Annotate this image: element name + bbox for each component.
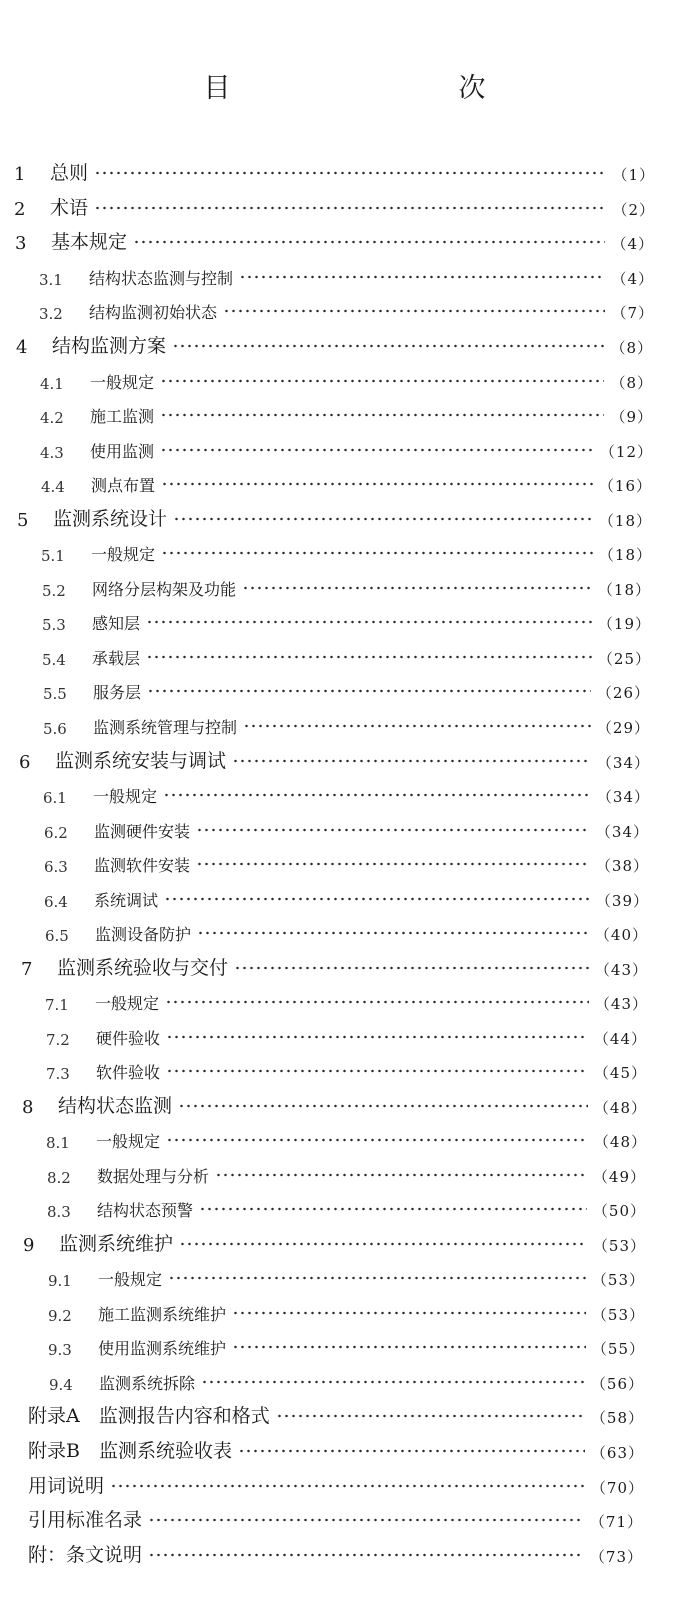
- toc-title: 承载层: [92, 649, 141, 668]
- toc-chapter-entry: [14, 155, 655, 185]
- toc-page-number: （12）: [599, 443, 653, 461]
- toc-number: 5.1: [41, 547, 65, 565]
- toc-number: 6.1: [43, 789, 67, 807]
- toc-number: 1: [14, 164, 26, 185]
- toc-page-number: （56）: [590, 1375, 644, 1393]
- toc-title: 监测系统设计: [53, 508, 168, 530]
- toc-number: 5: [17, 510, 29, 531]
- toc-page-number: （18）: [598, 512, 652, 530]
- dot-leader: [168, 1272, 586, 1284]
- toc-number: 8.2: [47, 1169, 71, 1187]
- toc-chapter-entry: [28, 1433, 644, 1463]
- toc-number: 7.1: [45, 996, 69, 1014]
- toc-section-entry: [43, 777, 650, 807]
- dot-leader: [94, 167, 606, 179]
- toc-title: 网络分层构架及功能: [92, 580, 237, 599]
- toc-page-number: （58）: [590, 1409, 644, 1427]
- toc-title: 监测系统管理与控制: [93, 718, 238, 737]
- dot-leader: [234, 962, 589, 974]
- toc-title: 系统调试: [94, 891, 159, 910]
- toc-number: 5.3: [42, 616, 66, 634]
- toc-title: 结构监测方案: [52, 335, 167, 357]
- toc-title: 服务层: [93, 683, 142, 702]
- toc-section-entry: [40, 363, 653, 393]
- toc-section-entry: [46, 1053, 647, 1083]
- toc-page-number: （25）: [597, 650, 651, 668]
- toc-title: 附录B 监测系统验收表: [28, 1440, 232, 1462]
- toc-number: 8.3: [47, 1203, 71, 1221]
- toc-number: 9.2: [48, 1307, 72, 1325]
- toc-title: 一般规定: [91, 545, 156, 564]
- dot-leader: [172, 340, 604, 352]
- toc-page-number: （16）: [598, 477, 652, 495]
- toc-title: 附录A 监测报告内容和格式: [28, 1405, 270, 1427]
- toc-section-entry: [40, 432, 653, 462]
- toc-number: 3.1: [39, 271, 63, 289]
- dot-leader: [166, 1065, 588, 1077]
- toc-number: 4.4: [41, 478, 65, 496]
- toc-page-number: （8）: [610, 374, 653, 392]
- toc-section-entry: [39, 293, 654, 323]
- toc-section-entry: [41, 466, 652, 496]
- toc-section-entry: [42, 570, 651, 600]
- toc-number: 4: [16, 337, 28, 358]
- toc-chapter-entry: [28, 1537, 643, 1567]
- toc-number: 9.4: [49, 1376, 73, 1394]
- toc-section-entry: [45, 984, 648, 1014]
- toc-title: 结构状态监测与控制: [89, 269, 234, 288]
- toc-page-number: （1）: [612, 166, 655, 184]
- dot-leader: [164, 893, 590, 905]
- toc-number: 3.2: [39, 305, 63, 323]
- dot-leader: [146, 651, 592, 663]
- toc-title: 监测系统安装与调试: [55, 750, 227, 772]
- toc-number: 4.3: [40, 444, 64, 462]
- toc-title: 一般规定: [95, 994, 160, 1013]
- toc-chapter-entry: [22, 1088, 647, 1118]
- toc-title: 总则: [50, 162, 89, 184]
- dot-leader: [173, 513, 593, 525]
- toc-chapter-entry: [19, 743, 650, 773]
- toc-section-entry: [49, 1364, 644, 1394]
- toc-page-number: （38）: [595, 857, 649, 875]
- toc-title: 结构状态监测: [58, 1095, 173, 1117]
- toc-page-number: （43）: [594, 961, 648, 979]
- toc-number: 6.2: [44, 824, 68, 842]
- toc-number: 6.4: [44, 893, 68, 911]
- dot-leader: [232, 1341, 586, 1353]
- toc-section-entry: [41, 535, 652, 565]
- toc-title: 一般规定: [96, 1132, 161, 1151]
- toc-number: 9.3: [48, 1341, 72, 1359]
- page-title: 目 次: [203, 73, 544, 105]
- toc-section-entry: [44, 846, 649, 876]
- toc-chapter-entry: [28, 1502, 643, 1532]
- toc-section-entry: [39, 259, 654, 289]
- toc-number: 6.3: [44, 858, 68, 876]
- dot-leader: [163, 789, 591, 801]
- dot-leader: [242, 582, 592, 594]
- toc-page-number: （53）: [591, 1271, 645, 1289]
- toc-page-number: （50）: [592, 1202, 646, 1220]
- toc-page-number: （55）: [591, 1340, 645, 1358]
- toc-page-number: （44）: [593, 1030, 647, 1048]
- toc-section-entry: [43, 708, 650, 738]
- dot-leader: [160, 375, 604, 387]
- toc-number: 7: [21, 959, 33, 980]
- toc-section-entry: [40, 397, 653, 427]
- toc-number: 8: [22, 1097, 34, 1118]
- toc-page-number: （4）: [611, 270, 654, 288]
- toc-title: 监测系统维护: [59, 1233, 174, 1255]
- toc-number: 3: [15, 233, 27, 254]
- toc-number: 5.6: [43, 720, 67, 738]
- toc-page-number: （9）: [610, 408, 653, 426]
- toc-number: 9: [23, 1235, 35, 1256]
- dot-leader: [199, 1203, 587, 1215]
- toc-page-number: （29）: [596, 719, 650, 737]
- toc-page-number: （18）: [598, 546, 652, 564]
- toc-chapter-entry: [28, 1398, 644, 1428]
- toc-page-number: （53）: [591, 1306, 645, 1324]
- toc-title: 监测软件安装: [94, 856, 191, 875]
- toc-section-entry: [44, 881, 649, 911]
- dot-leader: [243, 720, 591, 732]
- dot-leader: [161, 547, 593, 559]
- toc-page-number: （53）: [592, 1237, 646, 1255]
- toc-page-number: （4）: [611, 235, 654, 253]
- dot-leader: [197, 927, 589, 939]
- toc-number: 6.5: [45, 927, 69, 945]
- dot-leader: [238, 1445, 585, 1457]
- toc-title: 监测硬件安装: [94, 822, 191, 841]
- toc-section-entry: [44, 812, 649, 842]
- toc-chapter-entry: [21, 950, 648, 980]
- toc-section-entry: [48, 1295, 645, 1325]
- toc-page-number: （48）: [593, 1099, 647, 1117]
- toc-section-entry: [45, 915, 648, 945]
- dot-leader: [196, 824, 590, 836]
- toc-section-entry: [42, 639, 651, 669]
- toc-page-number: （45）: [593, 1064, 647, 1082]
- dot-leader: [147, 685, 591, 697]
- toc-title: 结构监测初始状态: [89, 303, 218, 322]
- toc-page-number: （34）: [596, 754, 650, 772]
- toc-chapter-entry: [15, 224, 654, 254]
- toc-title: 测点布置: [91, 476, 156, 495]
- toc-page-number: （48）: [593, 1133, 647, 1151]
- toc-page-number: （73）: [589, 1548, 643, 1566]
- toc-title: 监测系统拆除: [99, 1374, 196, 1393]
- toc-page-number: （43）: [594, 995, 648, 1013]
- toc-number: 7.3: [46, 1065, 70, 1083]
- toc-title: 使用监测系统维护: [98, 1339, 227, 1358]
- toc-title: 监测系统验收与交付: [57, 957, 229, 979]
- dot-leader: [133, 236, 605, 248]
- toc-page-number: （39）: [595, 892, 649, 910]
- toc-title: 施工监测系统维护: [98, 1305, 227, 1324]
- toc-page-number: （18）: [597, 581, 651, 599]
- toc-title: 引用标准名录: [28, 1509, 143, 1531]
- dot-leader: [276, 1410, 585, 1422]
- dot-leader: [239, 271, 605, 283]
- toc-page-number: （34）: [596, 788, 650, 806]
- toc-chapter-entry: [23, 1226, 646, 1256]
- dot-leader: [146, 616, 592, 628]
- toc-title: 感知层: [92, 614, 141, 633]
- toc-number: 5.5: [43, 685, 67, 703]
- toc-title: 硬件验收: [96, 1029, 161, 1048]
- toc-chapter-entry: [16, 328, 653, 358]
- toc-page-number: （40）: [594, 926, 648, 944]
- toc-title: 数据处理与分析: [97, 1167, 210, 1186]
- toc-number: 8.1: [46, 1134, 70, 1152]
- toc-number: 5.4: [42, 651, 66, 669]
- toc-section-entry: [47, 1191, 646, 1221]
- dot-leader: [166, 1031, 588, 1043]
- dot-leader: [148, 1514, 584, 1526]
- toc-page-number: （19）: [597, 615, 651, 633]
- toc-title: 结构状态预警: [97, 1201, 194, 1220]
- dot-leader: [232, 1307, 586, 1319]
- toc-title: 一般规定: [93, 787, 158, 806]
- dot-leader: [223, 305, 605, 317]
- dot-leader: [160, 409, 604, 421]
- toc-section-entry: [47, 1157, 646, 1187]
- toc-section-entry: [46, 1019, 647, 1049]
- toc-section-entry: [48, 1260, 645, 1290]
- toc-section-entry: [48, 1329, 645, 1359]
- toc-number: 4.1: [40, 375, 64, 393]
- toc-number: 4.2: [40, 409, 64, 427]
- toc-title: 监测设备防护: [95, 925, 192, 944]
- dot-leader: [94, 202, 606, 214]
- toc-title: 一般规定: [90, 373, 155, 392]
- dot-leader: [160, 444, 594, 456]
- toc-number: 6: [19, 752, 31, 773]
- toc-title: 基本规定: [51, 231, 128, 253]
- toc-page-number: （63）: [590, 1444, 644, 1462]
- dot-leader: [196, 858, 590, 870]
- toc-title: 软件验收: [96, 1063, 161, 1082]
- dot-leader: [166, 1134, 588, 1146]
- toc-page-number: （7）: [611, 304, 654, 322]
- toc-number: 2: [14, 199, 26, 220]
- toc-page-number: （26）: [596, 684, 650, 702]
- dot-leader: [215, 1169, 587, 1181]
- toc-chapter-entry: [28, 1468, 644, 1498]
- toc-title: 用词说明: [28, 1475, 105, 1497]
- toc-page-number: （2）: [612, 201, 655, 219]
- toc-title: 使用监测: [90, 442, 155, 461]
- toc-title: 附：条文说明: [28, 1544, 143, 1566]
- dot-leader: [161, 478, 593, 490]
- dot-leader: [232, 755, 591, 767]
- dot-leader: [110, 1480, 585, 1492]
- toc-section-entry: [42, 604, 651, 634]
- toc-section-entry: [46, 1122, 647, 1152]
- dot-leader: [178, 1100, 588, 1112]
- toc-chapter-entry: [14, 190, 655, 220]
- dot-leader: [201, 1376, 585, 1388]
- toc-number: 7.2: [46, 1031, 70, 1049]
- dot-leader: [165, 996, 589, 1008]
- toc-title: 一般规定: [98, 1270, 163, 1289]
- toc-page-number: （34）: [595, 823, 649, 841]
- toc-page-number: （70）: [590, 1479, 644, 1497]
- dot-leader: [179, 1238, 587, 1250]
- toc-number: 9.1: [48, 1272, 72, 1290]
- toc-number: 5.2: [42, 582, 66, 600]
- toc-chapter-entry: [17, 501, 652, 531]
- toc-page-number: （71）: [589, 1513, 643, 1531]
- toc-page-number: （49）: [592, 1168, 646, 1186]
- toc-title: 术语: [50, 197, 89, 219]
- toc-section-entry: [43, 673, 650, 703]
- toc-title: 施工监测: [90, 407, 155, 426]
- toc-page-number: （8）: [610, 339, 653, 357]
- dot-leader: [148, 1549, 584, 1561]
